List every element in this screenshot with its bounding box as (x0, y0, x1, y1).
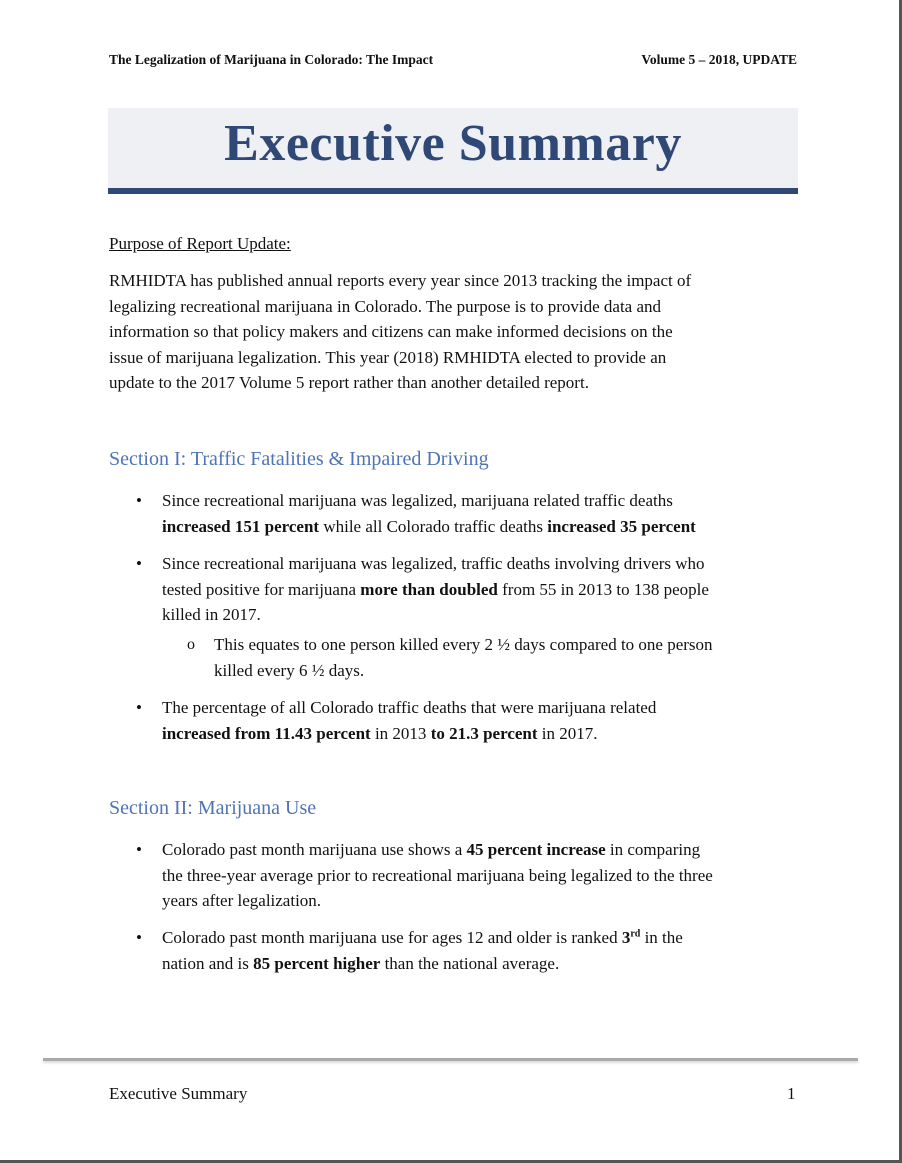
bullet-text: nation and is (162, 953, 254, 973)
bullet-line: Since recreational marijuana was legalized, traffic deaths involving drivers who (162, 554, 705, 573)
purpose-line: issue of marijuana legalization. This year (2018) RMHIDTA elected to provide an (109, 347, 667, 367)
bullet-text: Colorado past month marijuana use for ages 12 and older is ranked (162, 928, 622, 947)
title-banner (108, 108, 798, 188)
header-volume: Volume 5 – 2018, UPDATE (641, 52, 797, 67)
bullet-line (162, 721, 802, 747)
bullet-line (162, 577, 802, 603)
bullet-text: in 2017. (537, 723, 598, 743)
bullet-dot-icon: • (136, 698, 142, 717)
bullet-line: the three-year average prior to recreational marijuana being legalized to the three (162, 865, 713, 885)
title-underline-rule (108, 188, 798, 194)
bullet-dot-icon: • (136, 554, 142, 573)
sub-bullet-line: This equates to one person killed every 2 ½ days compared to one person (214, 635, 713, 654)
bullet-line (162, 514, 802, 540)
bullet-line: killed in 2017. (162, 605, 261, 624)
bullet-text: in 2013 (370, 723, 431, 743)
bold-stat: more than doubled (360, 579, 498, 599)
bullet-line (162, 951, 802, 977)
bullet-dot-icon: • (136, 491, 142, 510)
footer-divider (43, 1058, 858, 1061)
purpose-line: information so that policy makers and citizens can make informed decisions on the (109, 322, 673, 341)
bullet-text: while all Colorado traffic deaths (319, 516, 548, 536)
footer-section-title: Executive Summary (109, 1084, 248, 1103)
bullet-text: tested positive for marijuana (162, 579, 361, 599)
bullet-line: Since recreational marijuana was legalized, marijuana related traffic deaths (162, 491, 673, 510)
hollow-circle-bullet-icon: o (187, 636, 195, 653)
header-report-title: The Legalization of Marijuana in Colorado: The Impact (109, 52, 434, 67)
bold-stat: increased from 11.43 percent (162, 723, 371, 743)
bullet-dot-icon: • (136, 928, 142, 947)
purpose-line: legalizing recreational marijuana in Colorado. The purpose is to provide data and (109, 296, 662, 316)
purpose-paragraph (109, 268, 799, 396)
bullet-item (136, 551, 802, 628)
page-title: Executive Summary (224, 115, 682, 172)
bold-stat: 45 percent increase (466, 840, 606, 859)
purpose-line: RMHIDTA has published annual reports every year since 2013 tracking the impact of (109, 271, 692, 290)
ordinal-suffix: rd (630, 928, 641, 940)
section-heading-marijuana-use: Section II: Marijuana Use (109, 797, 317, 819)
sub-bullet-line: killed every 6 ½ days. (214, 660, 365, 680)
sub-bullet-item (187, 632, 804, 683)
bullet-item (136, 488, 802, 539)
bullet-text: from 55 in 2013 to 138 people (497, 579, 709, 599)
bullet-dot-icon: • (136, 840, 142, 859)
bold-stat: 85 percent higher (253, 953, 381, 973)
bullet-line: years after legalization. (162, 891, 322, 910)
section-heading-traffic: Section I: Traffic Fatalities & Impaired Driving (109, 448, 489, 470)
page-number: 1 (787, 1084, 796, 1103)
bold-stat: increased 35 percent (547, 516, 696, 536)
bullet-text: in comparing (605, 840, 701, 859)
bold-stat: 3 (621, 928, 631, 947)
bullet-line (162, 925, 802, 951)
bullet-line: The percentage of all Colorado traffic deaths that were marijuana related (162, 698, 657, 717)
bullet-item (136, 837, 802, 914)
bold-stat: increased 151 percent (162, 516, 320, 536)
purpose-line: update to the 2017 Volume 5 report rather than another detailed report. (109, 373, 589, 392)
bullet-text: Colorado past month marijuana use shows a (162, 840, 467, 859)
bullet-item (136, 925, 802, 976)
bullet-line (162, 837, 802, 863)
bold-stat: to 21.3 percent (430, 723, 538, 743)
purpose-heading: Purpose of Report Update: (109, 234, 291, 253)
bullet-item (136, 695, 802, 746)
bullet-text: than the national average. (380, 953, 560, 973)
bullet-text: in the (640, 928, 683, 947)
